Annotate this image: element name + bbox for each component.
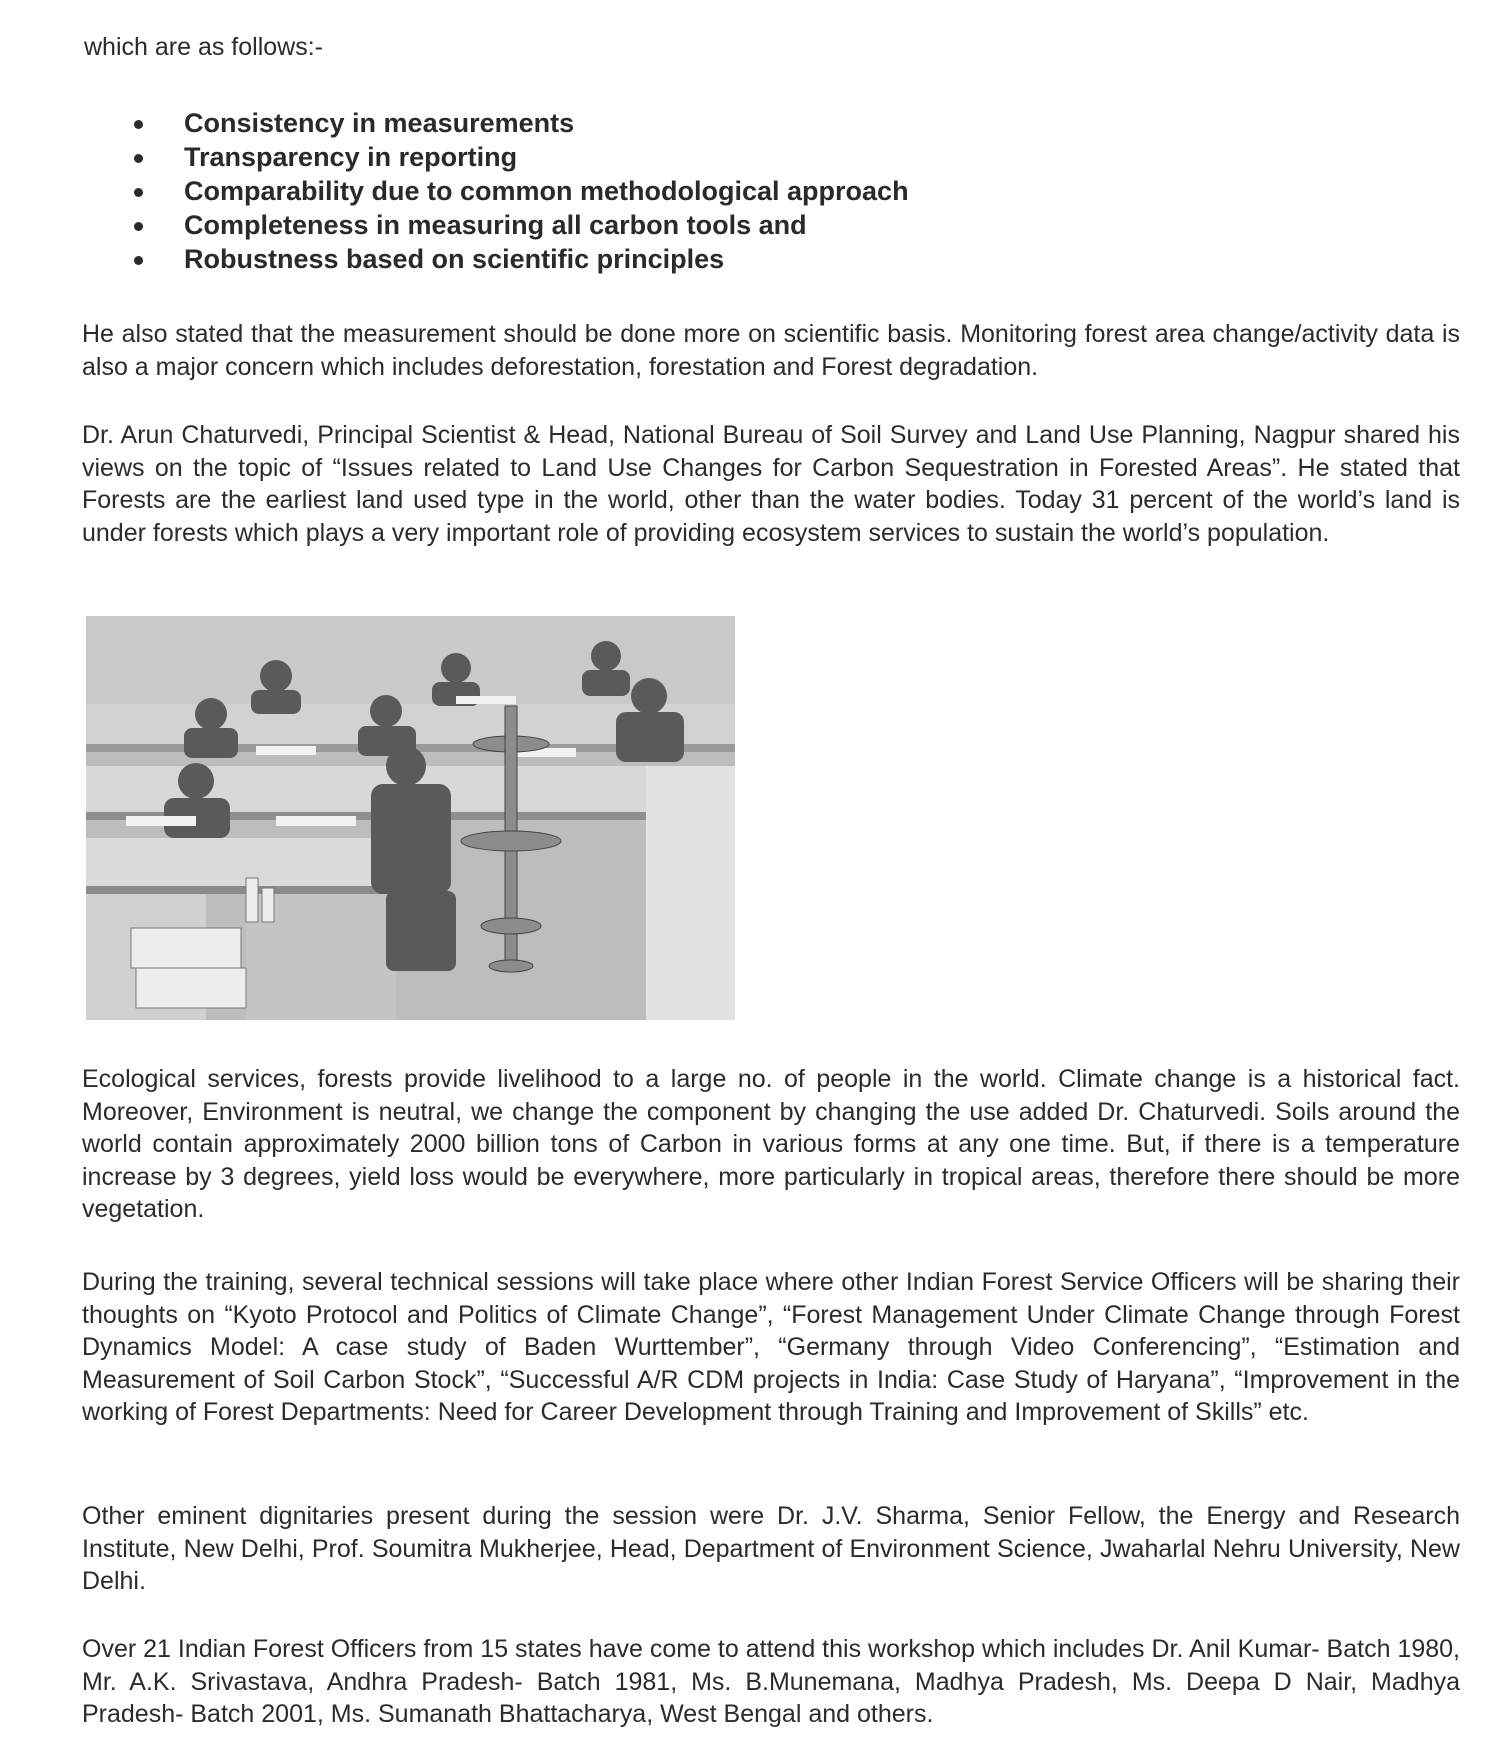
list-item-text: Comparability due to common methodological approach (184, 176, 909, 206)
list-item-text: Transparency in reporting (184, 142, 518, 172)
principles-list (130, 106, 909, 276)
bullet-icon (134, 188, 143, 197)
paragraph-chaturvedi: Dr. Arun Chaturvedi, Principal Scientist & Head, National Bureau of Soil Survey and Land Use Planning, Nagpur shared his views on the topic of “Issues related to Land Use Changes for Carbon Sequestration in Forested Areas”. He stated that Forests are the earliest land used type in the world, other than the water bodies. Today 31 percent of the world’s land is under forests which plays a very important role of providing ecosystem services to sustain the world’s population. (82, 421, 1460, 547)
bullet-icon (134, 120, 143, 129)
workshop-photo-image (86, 616, 735, 1020)
bullet-icon (134, 256, 143, 265)
workshop-photo (86, 616, 735, 1020)
list-item (130, 174, 909, 208)
list-item-text: Robustness based on scientific principles (184, 244, 725, 274)
list-item-text: Consistency in measurements (184, 108, 575, 138)
list-item (130, 208, 909, 242)
paragraph-measurement: He also stated that the measurement should be done more on scientific basis. Monitoring forest area change/activity data is also a major concern which includes deforestation, forestation and Forest degradation. (82, 320, 1460, 381)
paragraph-participants: Over 21 Indian Forest Officers from 15 states have come to attend this workshop which includes Dr. Anil Kumar- Batch 1980, Mr. A.K. Srivastava, Andhra Pradesh- Batch 1981, Ms. B.Munemana, Madhya Pradesh, Ms. Deepa D Nair, Madhya Pradesh- Batch 2001, Ms. Sumanath Bhattacharya, West Bengal and others. (82, 1635, 1460, 1728)
paragraph-dignitaries: Other eminent dignitaries present during the session were Dr. J.V. Sharma, Senior Fellow, the Energy and Research Institute, New Delhi, Prof. Soumitra Mukherjee, Head, Department of Environment Science, Jwaharlal Nehru University, New Delhi. (82, 1502, 1460, 1595)
list-item-text: Completeness in measuring all carbon tools and (184, 210, 807, 240)
list-item (130, 242, 909, 276)
bullet-icon (134, 154, 143, 163)
list-item (130, 106, 909, 140)
paragraph-ecological-services: Ecological services, forests provide livelihood to a large no. of people in the world. Climate change is a historical fact. Moreover, Environment is neutral, we change the component by changing the use added Dr. Chaturvedi. Soils around the world contain approximately 2000 billion tons of Carbon in various forms at any one time. But, if there is a temperature increase by 3 degrees, yield loss would be everywhere, more particularly in tropical areas, therefore there should be more vegetation. (82, 1065, 1460, 1223)
list-item (130, 140, 909, 174)
bullet-icon (134, 222, 143, 231)
paragraph-technical-sessions: During the training, several technical sessions will take place where other Indian Forest Service Officers will be sharing their thoughts on “Kyoto Protocol and Politics of Climate Change”, “Forest Management Under Climate Change through Forest Dynamics Model: A case study of Baden Wurttember”, “Germany through Video Conferencing”, “Estimation and Measurement of Soil Carbon Stock”, “Successful A/R CDM projects in India: Case Study of Haryana”, “Improvement in the working of Forest Departments: Need for Career Development through Training and Improvement of Skills” etc. (82, 1268, 1460, 1426)
intro-line: which are as follows:- (84, 33, 323, 61)
